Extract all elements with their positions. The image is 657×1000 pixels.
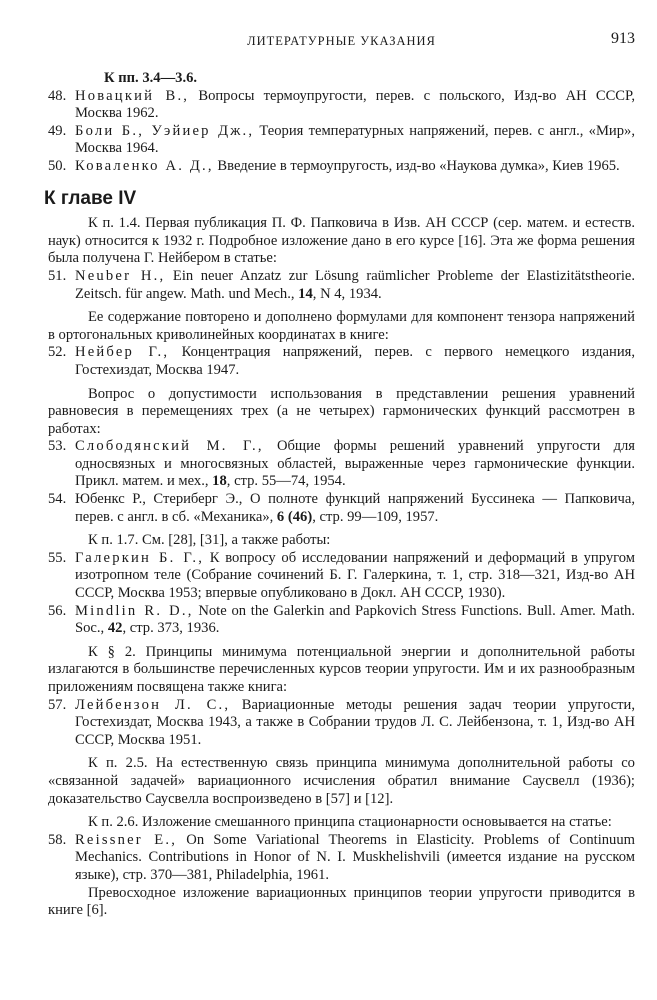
chapter-heading: К главе IV bbox=[44, 187, 137, 209]
note-1-7: К п. 1.7. См. [28], [31], а также работы: bbox=[88, 532, 331, 549]
reference-51: 51. Neuber H., Ein neuer Anzatz zur Lösung raümlicher Probleme der Elastizitätstheorie. Zeitsch. für angew. Math. und Mech., 14, N 4, 1934. bbox=[48, 267, 635, 302]
reference-54: 54. Юбенкс Р., Стериберг Э., О полноте функций напряжений Буссинека — Папковича, перев. с англ. в сб. «Механика», 6 (46), стр. 99—109, 1957. bbox=[48, 491, 636, 525]
reference-58: 58. Reissner E., On Some Variational Theorems in Elasticity. Problems of Continuum Mechanics. Contributions in Honor of N. I. Muskhelishvili (имеется издание на русском языке), стр. 370—381, Philadelphia, 1961. bbox=[48, 831, 635, 883]
note-section-2: К § 2. Принципы минимума потенциальной энергии и дополнительной работы излагаются в большинстве перечисленных курсов теории упругости. Им и их разнообразным приложениям посвящена также книга: bbox=[48, 643, 635, 695]
reference-author: Боли Б., Уэйиер Дж., bbox=[75, 122, 255, 139]
reference-author: Коваленко А. Д., bbox=[75, 157, 214, 174]
reference-53: 53. Слободянский М. Г., Общие формы решений уравнений упругости для односвязных и многосвязных областей, выраженные через гармонические функции. Прикл. матем. и мех., 18, стр. 55—74, 1954. bbox=[48, 438, 635, 490]
paragraph-neuber: Ее содержание повторено и дополнено формулами для компонент тензора напряжений в ортогональных криволинейных координатах в книге: bbox=[48, 309, 635, 343]
reference-57: 57. Лейбензон Л. С., Вариационные методы решения задач теории упругости, Гостехиздат, Москва 1943, а также в Собрании трудов Л. С. Лейбензона, т. 1, Изд-во АН СССР, Москва 1951. bbox=[48, 696, 635, 748]
reference-49: 49. Боли Б., Уэйиер Дж., Теория температурных напряжений, перев. с англ., «Мир», Москва 1964. bbox=[48, 122, 635, 157]
note-2-5: К п. 2.5. На естественную связь принципа минимума дополнительной работы со «связанной задачей» вариационного исчисления обратил внимание Саусвелл (1936); доказательство Саусвелла воспроизведено в [57] и [12]. bbox=[48, 755, 635, 807]
reference-author: Новацкий В., bbox=[75, 87, 190, 104]
reference-52: 52. Нейбер Г., Концентрация напряжений, перев. с первого немецкого издания, Гостехиздат, Москва 1947. bbox=[48, 344, 635, 378]
paragraph-question: Вопрос о допустимости использования в представлении решения уравнений равновесия в перемещениях трех (а не четырех) гармонических функций рассмотрен в работах: bbox=[48, 385, 635, 437]
section-label-3-4: К пп. 3.4—3.6. bbox=[104, 70, 198, 86]
page-header bbox=[48, 30, 635, 50]
paragraph-final: Превосходное изложение вариационных принципов теории упругости приводится в книге [6]. bbox=[48, 884, 635, 919]
reference-55: 55. Галеркин Б. Г., К вопросу об исследовании напряжений и деформаций в упругом изотропном теле (Собрание сочинений Б. Г. Галеркина, т. 1, стр. 318—321, Изд-во АН СССР, Москва 1953; впервые опубликовано в Докл. АН СССР, 1930). bbox=[48, 549, 636, 602]
note-1-4: К п. 1.4. Первая публикация П. Ф. Папковича в Изв. АН СССР (сер. матем. и естеств. наук) относится к 1932 г. Подробное изложение дано в его курсе [16]. Эта же форма решения была получена Г. Нейбером в статье: bbox=[48, 215, 635, 267]
note-2-6: К п. 2.6. Изложение смешанного принципа стационарности основывается на статье: bbox=[88, 814, 612, 831]
reference-48: 48. Новацкий В., Вопросы термоупругости, перев. с польского, Изд-во АН СССР, Москва 1962. bbox=[48, 87, 635, 122]
reference-56: 56. Mindlin R. D., Note on the Galerkin and Papkovich Stress Functions. Bull. Amer. Math. Soc., 42, стр. 373, 1936. bbox=[48, 602, 635, 637]
page-body bbox=[44, 70, 636, 920]
page-number: 913 bbox=[611, 30, 635, 47]
running-title: ЛИТЕРАТУРНЫЕ УКАЗАНИЯ bbox=[247, 34, 436, 48]
reference-50: 50. Коваленко А. Д., Введение в термоупругость, изд-во «Наукова думка», Киев 1965. bbox=[48, 157, 620, 174]
